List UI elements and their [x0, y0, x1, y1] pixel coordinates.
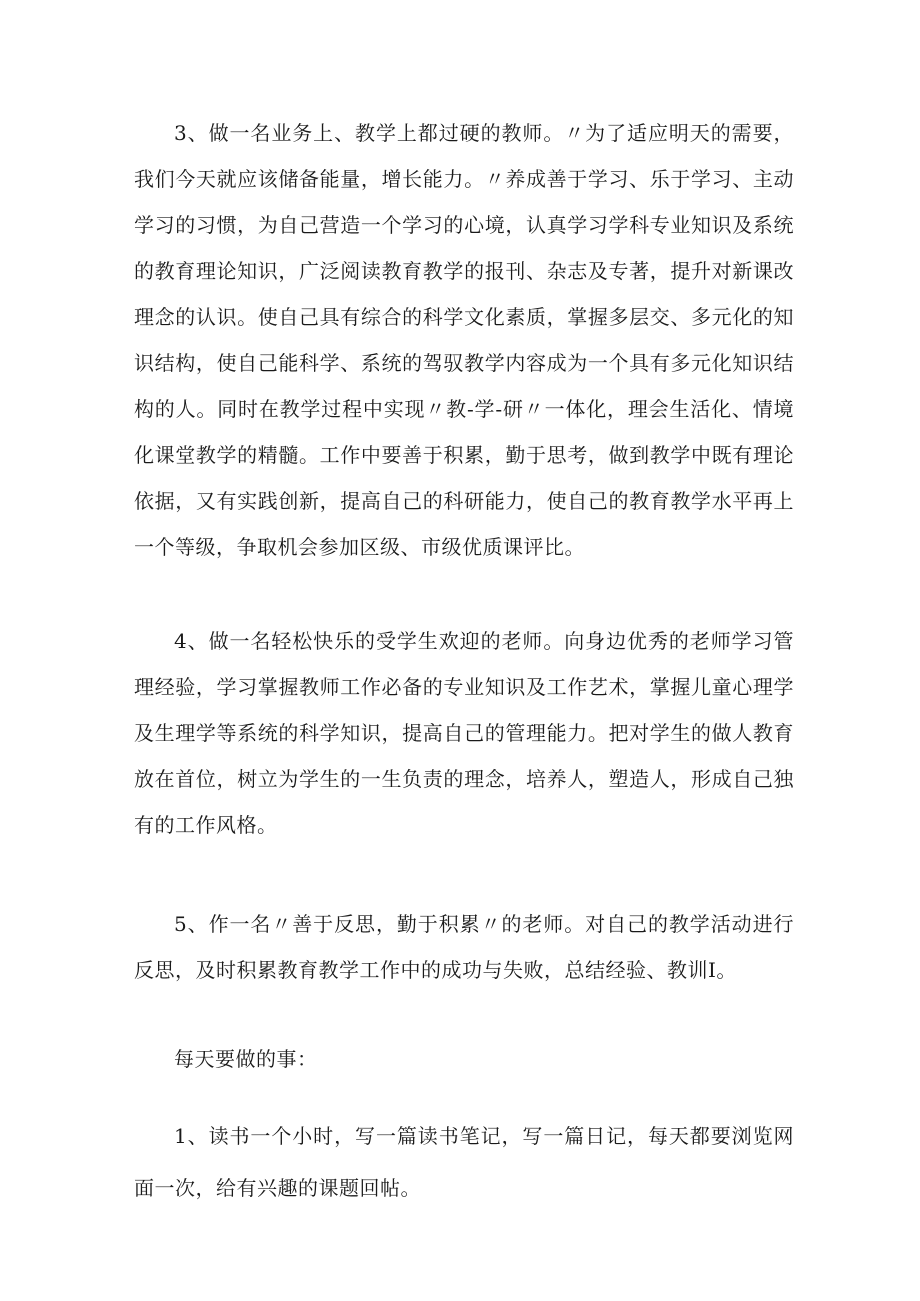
- daily-tasks-heading: 每天要做的事：: [174, 1047, 318, 1071]
- paragraph-item-3: 3、做一名业务上、教学上都过硬的教师。〃为了适应明天的需要，我们今天就应该储备能量，增长能力。〃养成善于学习、乐于学习、主动学习的习惯，为自己营造一个学习的心境，认真学习学科专业知识及系统的教育理论知识，广泛阅读教育教学的报刊、杂志及专著，提升对新课改理念的认识。使自己具有综合的科学文化素质，掌握多层交、多元化的知识结构，使自己能科学、系统的驾驭教学内容成为一个具有多元化知识结构的人。同时在教学过程中实现〃教-学-研〃一体化，理会生活化、情境化课堂教学的精髓。工作中要善于积累，勤于思考，做到教学中既有理论依据，又有实践创新，提高自己的科研能力，使自己的教育教学水平再上一个等级，争取机会参加区级、市级优质课评比。: [134, 121, 794, 559]
- paragraph-item-5: 5、作一名〃善于反思，勤于积累〃的老师。对自己的教学活动进行反思，及时积累教育教学工作中的成功与失败，总结经验、教训I。: [134, 912, 794, 982]
- paragraph-item-4: 4、做一名轻松快乐的受学生欢迎的老师。向身边优秀的老师学习管理经验，学习掌握教师工作必备的专业知识及工作艺术，掌握儿童心理学及生理学等系统的科学知识，提高自己的管理能力。把对学生的做人教育放在首位，树立为学生的一生负责的理念，培养人，塑造人，形成自己独有的工作风格。: [134, 629, 794, 837]
- daily-task-item-1: 1、读书一个小时，写一篇读书笔记，写一篇日记，每天都要浏览网面一次，给有兴趣的课题回帖。: [134, 1124, 794, 1200]
